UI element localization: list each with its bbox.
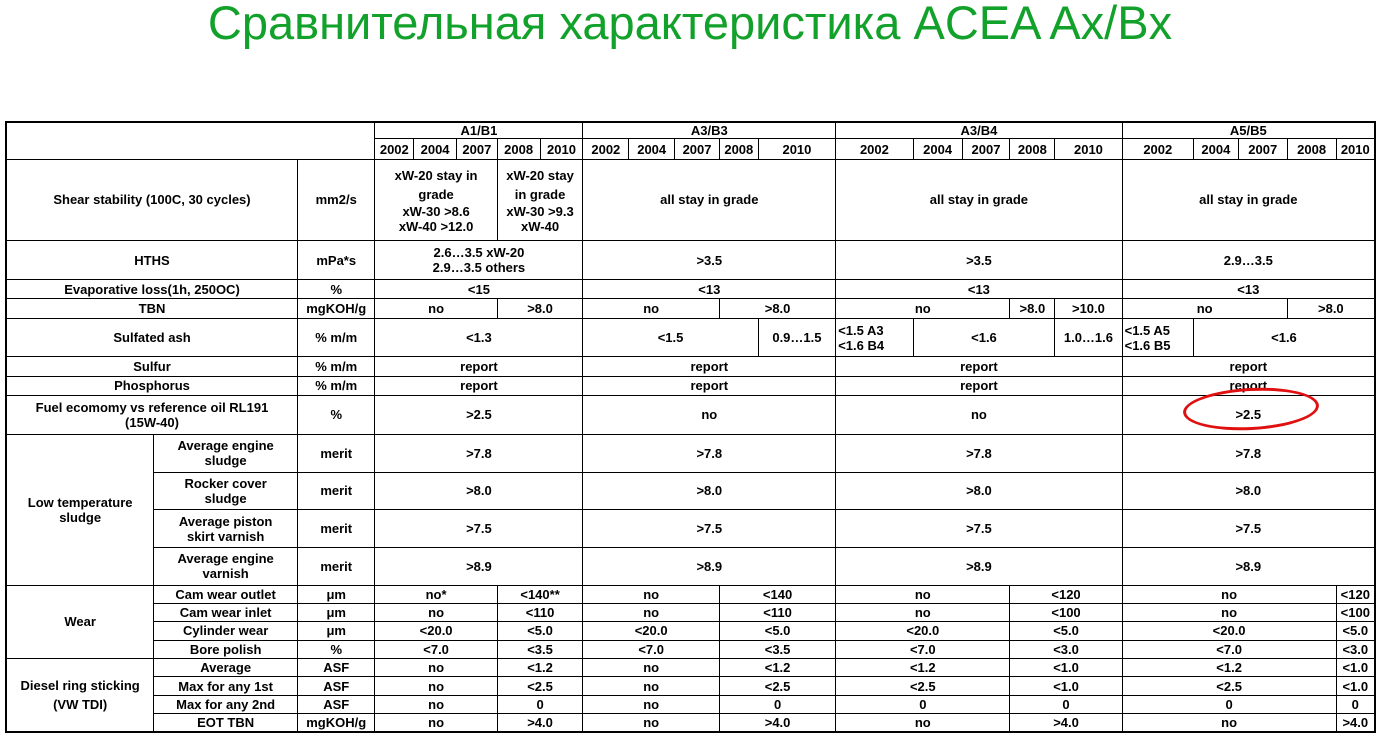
value-cell: all stay in grade bbox=[583, 159, 836, 241]
value-cell: >4.0 bbox=[1010, 714, 1122, 732]
value-cell: 0 bbox=[1122, 695, 1336, 713]
unit-cell: % m/m bbox=[297, 376, 374, 395]
value-cell: >2.5 bbox=[375, 396, 583, 435]
row-tbn bbox=[6, 299, 1375, 318]
row-label: Cylinder wear bbox=[154, 622, 298, 640]
unit-cell: ASF bbox=[297, 659, 374, 677]
value-cell: <1.6 bbox=[1193, 318, 1375, 357]
value-cell: >4.0 bbox=[719, 714, 835, 732]
value-cell: <1.0 bbox=[1010, 659, 1122, 677]
value-line: xW-40 >12.0 bbox=[398, 218, 474, 234]
year-cell: 2007 bbox=[456, 139, 497, 159]
unit-cell: ASF bbox=[297, 677, 374, 695]
value-cell: <13 bbox=[1122, 279, 1375, 298]
value-line: xW-20 stay in grade bbox=[394, 167, 478, 202]
header-group-row bbox=[6, 122, 1375, 139]
row-label: Average bbox=[154, 659, 298, 677]
year-cell: 2007 bbox=[962, 139, 1010, 159]
value-cell: report bbox=[583, 376, 836, 395]
row-lts-1 bbox=[6, 434, 1375, 472]
value-cell: <1.0 bbox=[1336, 677, 1375, 695]
row-label: Evaporative loss(1h, 250OC) bbox=[6, 279, 297, 298]
row-diesel-4 bbox=[6, 714, 1375, 732]
value-cell: <1.2 bbox=[836, 659, 1010, 677]
value-cell: <3.0 bbox=[1336, 640, 1375, 658]
value-cell: >10.0 bbox=[1055, 299, 1122, 318]
row-diesel-3 bbox=[6, 695, 1375, 713]
value-cell: no bbox=[375, 299, 497, 318]
unit-cell: mgKOH/g bbox=[297, 299, 374, 318]
value-cell: <2.5 bbox=[719, 677, 835, 695]
value-cell bbox=[1122, 318, 1193, 357]
value-cell: <140 bbox=[719, 585, 835, 603]
row-label bbox=[154, 547, 298, 585]
row-label bbox=[154, 510, 298, 548]
value-cell: >8.0 bbox=[583, 472, 836, 510]
year-cell: 2008 bbox=[719, 139, 758, 159]
value-cell: no bbox=[583, 603, 720, 621]
row-sulfated-ash bbox=[6, 318, 1375, 357]
value-line: xW-20 stay in grade bbox=[506, 167, 574, 202]
row-wear-4 bbox=[6, 640, 1375, 658]
value-cell: no bbox=[375, 714, 497, 732]
row-label-line: skirt varnish bbox=[186, 528, 265, 544]
value-cell-highlighted: >2.5 bbox=[1122, 396, 1375, 435]
value-cell: <1.0 bbox=[1010, 677, 1122, 695]
row-diesel-2 bbox=[6, 677, 1375, 695]
row-label-line: varnish bbox=[202, 566, 249, 582]
group-label-line: Diesel ring sticking bbox=[20, 678, 140, 693]
row-hths bbox=[6, 241, 1375, 280]
row-label-line: Average engine bbox=[177, 551, 274, 567]
value-cell: no bbox=[836, 299, 1010, 318]
value-cell: >8.9 bbox=[836, 547, 1122, 585]
value-cell: no bbox=[836, 396, 1122, 435]
value-cell: report bbox=[375, 376, 583, 395]
value-cell: >7.8 bbox=[836, 434, 1122, 472]
value-cell: <100 bbox=[1336, 603, 1375, 621]
year-cell: 2004 bbox=[629, 139, 675, 159]
unit-cell: μm bbox=[297, 585, 374, 603]
group-label-wear: Wear bbox=[6, 585, 154, 658]
value-cell: >7.8 bbox=[375, 434, 583, 472]
value-cell: <110 bbox=[719, 603, 835, 621]
value-cell: all stay in grade bbox=[1122, 159, 1375, 241]
year-cell: 2007 bbox=[675, 139, 720, 159]
value-cell: <1.2 bbox=[497, 659, 583, 677]
value-cell: <20.0 bbox=[583, 622, 720, 640]
value-cell: no bbox=[836, 714, 1010, 732]
value-cell: <7.0 bbox=[1122, 640, 1336, 658]
value-cell: <13 bbox=[583, 279, 836, 298]
value-cell: >7.5 bbox=[375, 510, 583, 548]
value-cell: 0.9…1.5 bbox=[758, 318, 836, 357]
value-cell: >8.0 bbox=[1122, 472, 1375, 510]
unit-cell: % m/m bbox=[297, 357, 374, 376]
row-fuel-economy bbox=[6, 396, 1375, 435]
value-cell: >8.0 bbox=[375, 472, 583, 510]
row-label: Cam wear outlet bbox=[154, 585, 298, 603]
row-label bbox=[6, 396, 297, 435]
value-line: <1.5 A5 bbox=[1124, 322, 1171, 338]
value-cell: no bbox=[583, 396, 836, 435]
value-cell: <7.0 bbox=[836, 640, 1010, 658]
row-label: Bore polish bbox=[154, 640, 298, 658]
value-cell: <2.5 bbox=[1122, 677, 1336, 695]
row-sulfur bbox=[6, 357, 1375, 376]
group-a3b3: A3/B3 bbox=[583, 122, 836, 139]
group-label-lts: Low temperature sludge bbox=[6, 434, 154, 585]
unit-cell: % m/m bbox=[297, 318, 374, 357]
value-cell: >3.5 bbox=[836, 241, 1122, 280]
row-label-line: Fuel ecomomy vs reference oil RL191 bbox=[35, 399, 269, 415]
acea-comparison-table bbox=[5, 121, 1376, 733]
value-cell: >8.0 bbox=[1287, 299, 1375, 318]
year-cell: 2002 bbox=[836, 139, 913, 159]
value-cell: <2.5 bbox=[497, 677, 583, 695]
value-cell: <2.5 bbox=[836, 677, 1010, 695]
value-cell: >3.5 bbox=[583, 241, 836, 280]
year-cell: 2010 bbox=[1055, 139, 1122, 159]
value-cell: >8.9 bbox=[375, 547, 583, 585]
value-cell: <120 bbox=[1336, 585, 1375, 603]
value-cell: <13 bbox=[836, 279, 1122, 298]
group-label-diesel bbox=[6, 659, 154, 733]
value-line: xW-30 >9.3 bbox=[506, 203, 574, 219]
year-cell: 2008 bbox=[1287, 139, 1336, 159]
row-label: EOT TBN bbox=[154, 714, 298, 732]
value-cell: >8.9 bbox=[583, 547, 836, 585]
value-cell: 0 bbox=[1336, 695, 1375, 713]
value-cell: <1.2 bbox=[1122, 659, 1336, 677]
value-cell: >4.0 bbox=[497, 714, 583, 732]
value-cell: <100 bbox=[1010, 603, 1122, 621]
value-cell bbox=[375, 159, 497, 241]
value-cell: 2.9…3.5 bbox=[1122, 241, 1375, 280]
unit-cell: μm bbox=[297, 603, 374, 621]
row-shear-stability bbox=[6, 159, 1375, 241]
row-label: TBN bbox=[6, 299, 297, 318]
value-cell: no bbox=[583, 659, 720, 677]
value-line: 2.6…3.5 xW-20 bbox=[433, 245, 525, 261]
value-cell: no bbox=[836, 603, 1010, 621]
value-cell: 0 bbox=[836, 695, 1010, 713]
value-cell: >8.9 bbox=[1122, 547, 1375, 585]
value-line: <1.5 A3 bbox=[838, 322, 884, 338]
value-cell: <20.0 bbox=[1122, 622, 1336, 640]
value-cell: report bbox=[583, 357, 836, 376]
unit-cell: mgKOH/g bbox=[297, 714, 374, 732]
year-cell: 2004 bbox=[913, 139, 962, 159]
row-label: Max for any 1st bbox=[154, 677, 298, 695]
row-label-line: Average engine bbox=[177, 438, 274, 454]
value-cell: no bbox=[1122, 299, 1287, 318]
row-label: Max for any 2nd bbox=[154, 695, 298, 713]
value-line: xW-30 >8.6 bbox=[402, 203, 470, 219]
value-cell: <20.0 bbox=[836, 622, 1010, 640]
page-title: Сравнительная характеристика ACEA Ax/Bx bbox=[207, 0, 1173, 49]
unit-cell: μm bbox=[297, 622, 374, 640]
row-wear-1 bbox=[6, 585, 1375, 603]
unit-cell: merit bbox=[297, 510, 374, 548]
value-cell: <7.0 bbox=[583, 640, 720, 658]
unit-cell: merit bbox=[297, 547, 374, 585]
row-wear-3 bbox=[6, 622, 1375, 640]
value-cell: no bbox=[583, 299, 720, 318]
value-cell: >7.8 bbox=[1122, 434, 1375, 472]
value-cell: >7.5 bbox=[583, 510, 836, 548]
year-cell: 2008 bbox=[497, 139, 540, 159]
value-cell: no bbox=[375, 695, 497, 713]
row-label: Phosphorus bbox=[6, 376, 297, 395]
value-cell: no bbox=[583, 695, 720, 713]
row-phosphorus bbox=[6, 376, 1375, 395]
value-cell: <110 bbox=[497, 603, 583, 621]
row-label-line: (15W-40) bbox=[125, 414, 179, 430]
row-label-line: Rocker cover bbox=[184, 475, 267, 491]
value-cell: no bbox=[583, 585, 720, 603]
value-cell: >7.5 bbox=[1122, 510, 1375, 548]
row-label: HTHS bbox=[6, 241, 297, 280]
row-wear-2 bbox=[6, 603, 1375, 621]
unit-cell: mPa*s bbox=[297, 241, 374, 280]
year-cell: 2004 bbox=[414, 139, 457, 159]
row-label bbox=[154, 472, 298, 510]
unit-cell: mm2/s bbox=[297, 159, 374, 241]
group-label-line: (VW TDI) bbox=[53, 697, 108, 712]
value-cell: <3.5 bbox=[497, 640, 583, 658]
value-cell: >4.0 bbox=[1336, 714, 1375, 732]
value-cell: no bbox=[375, 659, 497, 677]
value-cell: 0 bbox=[497, 695, 583, 713]
value-cell: no bbox=[1122, 585, 1336, 603]
value-cell: no bbox=[1122, 603, 1336, 621]
value-cell bbox=[375, 241, 583, 280]
year-cell: 2002 bbox=[375, 139, 414, 159]
unit-cell: % bbox=[297, 279, 374, 298]
value-cell: <7.0 bbox=[375, 640, 497, 658]
value-cell: >8.0 bbox=[1010, 299, 1055, 318]
value-line: <1.6 B5 bbox=[1124, 337, 1171, 353]
year-cell: 2004 bbox=[1193, 139, 1238, 159]
value-cell: <20.0 bbox=[375, 622, 497, 640]
value-cell: <1.2 bbox=[719, 659, 835, 677]
value-cell: no* bbox=[375, 585, 497, 603]
value-cell: report bbox=[1122, 357, 1375, 376]
group-a1b1: A1/B1 bbox=[375, 122, 583, 139]
header-blank bbox=[6, 122, 375, 159]
row-label: Sulfur bbox=[6, 357, 297, 376]
row-label bbox=[154, 434, 298, 472]
year-cell: 2007 bbox=[1238, 139, 1287, 159]
value-cell: all stay in grade bbox=[836, 159, 1122, 241]
value-cell: <5.0 bbox=[1336, 622, 1375, 640]
value-cell: no bbox=[836, 585, 1010, 603]
year-cell: 2002 bbox=[1122, 139, 1193, 159]
value-cell: >7.8 bbox=[583, 434, 836, 472]
year-cell: 2008 bbox=[1010, 139, 1055, 159]
year-cell: 2002 bbox=[583, 139, 629, 159]
value-cell: <3.0 bbox=[1010, 640, 1122, 658]
row-label-line: sludge bbox=[204, 453, 247, 469]
unit-cell: merit bbox=[297, 434, 374, 472]
value-cell: 1.0…1.6 bbox=[1055, 318, 1122, 357]
value-cell: report bbox=[836, 376, 1122, 395]
value-cell: <3.5 bbox=[719, 640, 835, 658]
value-cell: 0 bbox=[719, 695, 835, 713]
year-cell: 2010 bbox=[540, 139, 583, 159]
value-cell: no bbox=[375, 603, 497, 621]
value-cell: >7.5 bbox=[836, 510, 1122, 548]
year-cell: 2010 bbox=[1336, 139, 1375, 159]
row-lts-3 bbox=[6, 510, 1375, 548]
value-cell: <140** bbox=[497, 585, 583, 603]
value-cell: <1.6 bbox=[913, 318, 1055, 357]
year-cell: 2010 bbox=[758, 139, 836, 159]
value-cell: <5.0 bbox=[497, 622, 583, 640]
value-cell: >8.0 bbox=[497, 299, 583, 318]
value-cell: >8.0 bbox=[836, 472, 1122, 510]
value-line: <1.6 B4 bbox=[838, 337, 885, 353]
group-a5b5: A5/B5 bbox=[1122, 122, 1375, 139]
value-cell: <120 bbox=[1010, 585, 1122, 603]
group-a3b4: A3/B4 bbox=[836, 122, 1122, 139]
row-diesel-1 bbox=[6, 659, 1375, 677]
acea-comparison-table-wrap bbox=[5, 121, 1376, 733]
row-label: Sulfated ash bbox=[6, 318, 297, 357]
unit-cell: % bbox=[297, 396, 374, 435]
value-cell: >8.0 bbox=[719, 299, 835, 318]
value-cell: no bbox=[583, 714, 720, 732]
value-cell: no bbox=[583, 677, 720, 695]
value-cell bbox=[836, 318, 913, 357]
row-label: Shear stability (100C, 30 cycles) bbox=[6, 159, 297, 241]
unit-cell: merit bbox=[297, 472, 374, 510]
unit-cell: % bbox=[297, 640, 374, 658]
value-cell: <1.3 bbox=[375, 318, 583, 357]
value-cell: report bbox=[1122, 376, 1375, 395]
value-cell: <15 bbox=[375, 279, 583, 298]
value-line: 2.9…3.5 others bbox=[432, 260, 526, 276]
unit-cell: ASF bbox=[297, 695, 374, 713]
row-label: Cam wear inlet bbox=[154, 603, 298, 621]
value-cell: report bbox=[375, 357, 583, 376]
row-lts-2 bbox=[6, 472, 1375, 510]
value-cell: <5.0 bbox=[1010, 622, 1122, 640]
value-cell: no bbox=[1122, 714, 1336, 732]
value-cell: <1.5 bbox=[583, 318, 758, 357]
value-cell bbox=[497, 159, 583, 241]
row-label-line: sludge bbox=[204, 490, 247, 506]
value-cell: 0 bbox=[1010, 695, 1122, 713]
row-evaporative-loss bbox=[6, 279, 1375, 298]
value-cell: <1.0 bbox=[1336, 659, 1375, 677]
row-label-line: Average piston bbox=[178, 513, 273, 529]
value-cell: no bbox=[375, 677, 497, 695]
value-cell: <5.0 bbox=[719, 622, 835, 640]
row-lts-4 bbox=[6, 547, 1375, 585]
value-line: xW-40 bbox=[521, 218, 560, 234]
value-cell: report bbox=[836, 357, 1122, 376]
